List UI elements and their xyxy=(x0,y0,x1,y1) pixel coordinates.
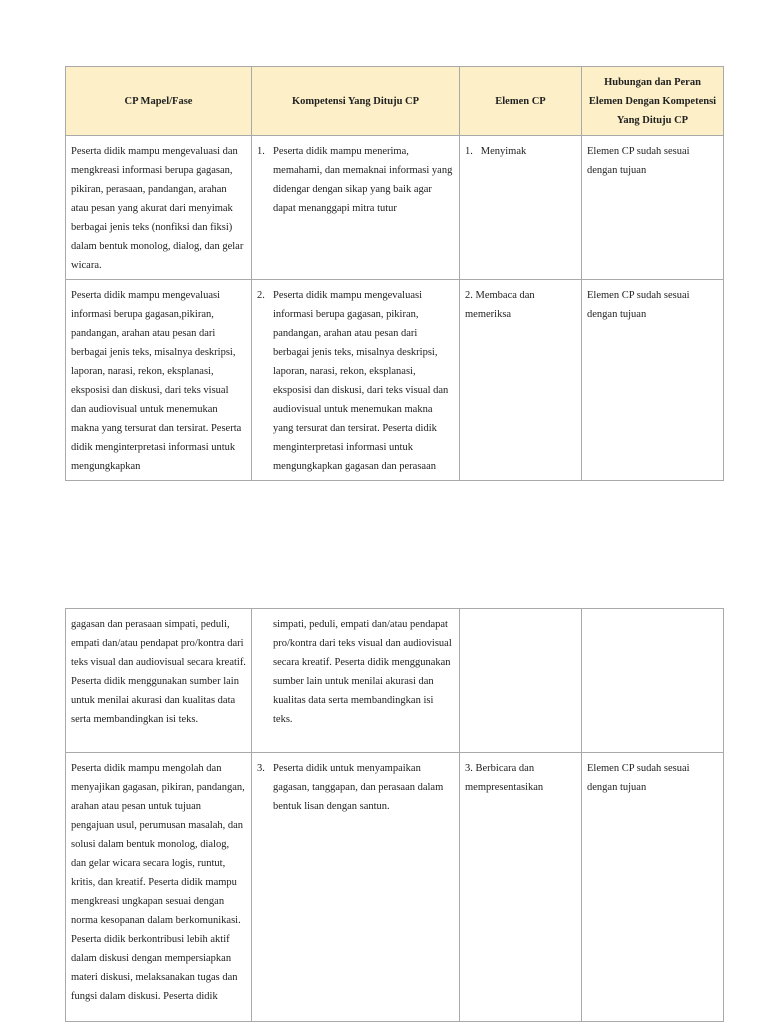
table-row xyxy=(66,280,724,481)
table-row xyxy=(66,753,724,1022)
kompetensi-cell xyxy=(252,136,460,280)
hubungan-cell: Elemen CP sudah sesuai dengan tujuan xyxy=(582,753,724,1022)
header-kompetensi: Kompetensi Yang Dituju CP xyxy=(252,67,460,136)
kompetensi-cell xyxy=(252,753,460,1022)
list-number: 3. xyxy=(257,763,265,774)
elemen-cell: 2. Membaca dan memeriksa xyxy=(460,280,582,481)
cp-table-page-1 xyxy=(65,66,724,481)
kompetensi-text: Peserta didik untuk menyampaikan gagasan, tanggapan, dan perasaan dalam bentuk lisan dengan santun. xyxy=(273,763,444,812)
cp-cell: Peserta didik mampu mengevaluasi dan mengkreasi informasi berupa gagasan, pikiran, perasaan, pandangan, arahan atau pesan yang akurat dari menyimak berbagai jenis teks (nonfiksi dan fiksi) dalam bentuk monolog, dialog, dan gelar wicara. xyxy=(66,136,252,280)
kompetensi-cell xyxy=(252,609,460,753)
elemen-cell xyxy=(460,609,582,753)
table-row xyxy=(66,136,724,280)
header-elemen: Elemen CP xyxy=(460,67,582,136)
elemen-cell: 3. Berbicara dan mempresentasikan xyxy=(460,753,582,1022)
header-hubungan: Hubungan dan Peran Elemen Dengan Kompetensi Yang Dituju CP xyxy=(582,67,724,136)
list-number xyxy=(257,615,273,729)
hubungan-cell: Elemen CP sudah sesuai dengan tujuan xyxy=(582,136,724,280)
header-cp-mapel: CP Mapel/Fase xyxy=(66,67,252,136)
cp-table-page-2 xyxy=(65,608,724,1022)
list-number: 2. xyxy=(257,290,265,301)
hubungan-cell: Elemen CP sudah sesuai dengan tujuan xyxy=(582,280,724,481)
kompetensi-text: Peserta didik mampu menerima, memahami, dan memaknai informasi yang didengar dengan sikap yang baik agar dapat menanggapi mitra tutur xyxy=(273,146,453,214)
cp-cell: Peserta didik mampu mengevaluasi informasi berupa gagasan,pikiran, pandangan, arahan atau pesan dari berbagai jenis teks, misalnya deskripsi, laporan, narasi, rekon, eksplanasi, eksposisi dan diskusi, dari teks visual dan audiovisual untuk menemukan makna yang tersurat dan tersirat. Peserta didik menginterpretasi informasi untuk mengungkapkan xyxy=(66,280,252,481)
kompetensi-text: Peserta didik mampu mengevaluasi informasi berupa gagasan, pikiran, pandangan, arahan atau pesan dari berbagai jenis teks, misalnya deskripsi, laporan, narasi, rekon, eksplanasi, eksposisi dan diskusi, dari teks visual dan audiovisual untuk menemukan makna yang tersurat dan tersirat. Peserta didik menginterpretasi informasi untuk mengungkapkan gagasan dan perasaan xyxy=(273,290,449,472)
kompetensi-text: simpati, peduli, empati dan/atau pendapat pro/kontra dari teks visual dan audiovisual secara kreatif. Peserta didik menggunakan sumber lain untuk menilai akurasi dan kualitas data serta membandingkan isi teks. xyxy=(273,619,452,725)
table-header-row xyxy=(66,67,724,136)
elemen-cell: 1. Menyimak xyxy=(460,136,582,280)
kompetensi-cell xyxy=(252,280,460,481)
list-number: 1. xyxy=(257,146,265,157)
hubungan-cell xyxy=(582,609,724,753)
cp-cell: gagasan dan perasaan simpati, peduli, empati dan/atau pendapat pro/kontra dari teks visual dan audiovisual secara kreatif. Peserta didik menggunakan sumber lain untuk menilai akurasi dan kualitas data serta membandingkan isi teks. xyxy=(66,609,252,753)
cp-cell: Peserta didik mampu mengolah dan menyajikan gagasan, pikiran, pandangan, arahan atau pesan untuk tujuan pengajuan usul, perumusan masalah, dan solusi dalam bentuk monolog, dialog, dan gelar wicara secara logis, runtut, kritis, dan kreatif. Peserta didik mampu mengkreasi ungkapan sesuai dengan norma kesopanan dalam berkomunikasi. Peserta didik berkontribusi lebih aktif dalam diskusi dengan mempersiapkan materi diskusi, melaksanakan tugas dan fungsi dalam diskusi. Peserta didik xyxy=(66,753,252,1022)
table-row xyxy=(66,609,724,753)
